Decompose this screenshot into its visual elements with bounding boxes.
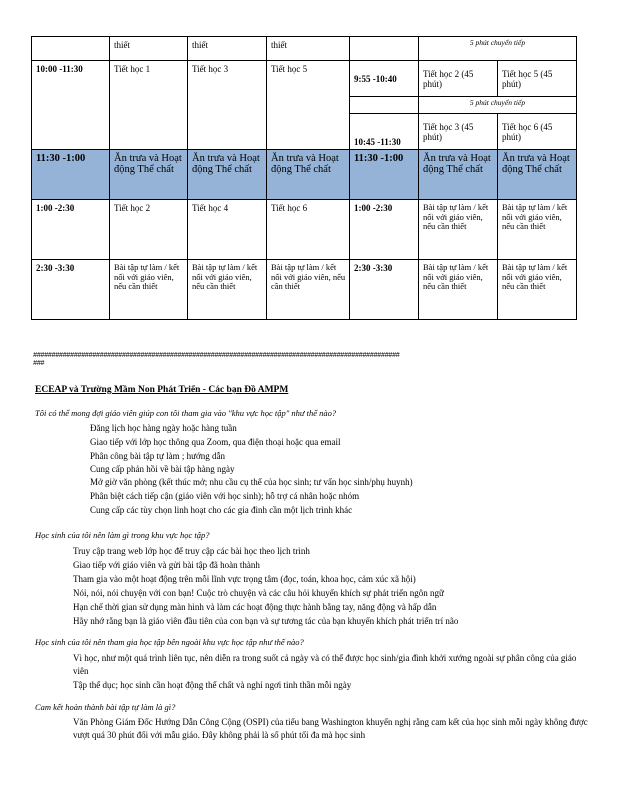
table-cell: Tiết học 2: [110, 200, 188, 260]
list-item: Phân công bài tập tự làm ; hướng dẫn: [90, 451, 225, 461]
table-cell: Tiết học 5: [267, 61, 350, 150]
list-item: Vì học, như một quá trình liên tục, nên diễn ra trong suốt cả ngày và có thể được học sinh/gia đình khởi xướng ngoài sự phân công của giáo viên: [73, 653, 577, 676]
table-cell: Tiết học 2 (45 phút): [419, 61, 498, 97]
table-row: [32, 61, 577, 97]
list-item: Cung cấp phản hồi về bài tập hàng ngày: [90, 464, 235, 474]
time-cell: 2:30 -3:30: [350, 260, 419, 320]
time-cell: 11:30 -1:00: [350, 150, 419, 200]
time-cell: 1:00 -2:30: [350, 200, 419, 260]
table-cell: Bài tập tự làm / kết nối với giáo viên, nếu cần thiết: [188, 260, 267, 320]
question-heading: Học sinh của tôi nên tham gia học tập bên ngoài khu vực học tập như thế nào?: [35, 637, 304, 647]
list-item: Giao tiếp với lớp học thông qua Zoom, qua điện thoại hoặc qua email: [90, 437, 341, 447]
time-cell: 1:00 -2:30: [32, 200, 110, 260]
transition-label: 5 phút chuyển tiếp: [419, 97, 577, 114]
question-heading: Học sinh của tôi nên làm gì trong khu vực học tập?: [35, 530, 210, 540]
table-cell: Tiết học 5 (45 phút): [498, 61, 577, 97]
time-cell: 10:00 -11:30: [32, 61, 110, 150]
table-cell: Bài tập tự làm / kết nối với giáo viên, nếu cần thiết: [419, 200, 498, 260]
schedule-table: [31, 36, 577, 320]
question-heading: Cam kết hoàn thành bài tập tự làm là gì?: [35, 702, 176, 712]
table-cell: Bài tập tự làm / kết nối với giáo viên, nếu cần thiết: [419, 260, 498, 320]
list-item: Tập thể dục; học sinh cần hoạt động thể chất và nghỉ ngơi tinh thần mỗi ngày: [73, 680, 352, 690]
table-cell: Bài tập tự làm / kết nối với giáo viên, nếu cần thiết: [267, 260, 350, 320]
table-cell: Tiết học 4: [188, 200, 267, 260]
list-item: Phân biệt cách tiếp cận (giáo viên với học sinh); hỗ trợ cá nhân hoặc nhóm: [90, 491, 360, 501]
list-item: Hãy nhớ rằng bạn là giáo viên đầu tiên của con bạn và sự tương tác của bạn khuyến khích phát triển trí não: [73, 616, 459, 626]
time-cell: 10:45 -11:30: [350, 114, 419, 150]
list-item: Đăng lịch học hàng ngày hoặc hàng tuần: [90, 423, 237, 433]
table-cell: Ăn trưa và Hoạt động Thể chất: [110, 150, 188, 200]
table-cell: Bài tập tự làm / kết nối với giáo viên, nếu cần thiết: [110, 260, 188, 320]
table-cell: [350, 37, 419, 61]
table-cell: Ăn trưa và Hoạt động Thể chất: [419, 150, 498, 200]
question-heading: Tôi có thể mong đợi giáo viên giúp con tôi tham gia vào "khu vực học tập" như thế nào?: [35, 408, 337, 418]
table-cell: Tiết học 6 (45 phút): [498, 114, 577, 150]
list-item: Hạn chế thời gian sử dụng màn hình và làm các hoạt động thực hành bằng tay, năng động và hấp dẫn: [73, 602, 437, 612]
list-item: Nói, nói, nói chuyện với con bạn! Cuộc trò chuyện và các câu hỏi khuyến khích sự phát triển ngôn ngữ: [73, 588, 444, 598]
table-row: [32, 260, 577, 320]
table-cell: Tiết học 6: [267, 200, 350, 260]
table-cell: thiết: [267, 37, 350, 61]
table-row: [32, 200, 577, 260]
table-cell: [32, 37, 110, 61]
table-cell: [350, 97, 419, 114]
time-cell: 9:55 -10:40: [350, 61, 419, 97]
time-cell: 11:30 -1:00: [32, 150, 110, 200]
hash-divider-line: ###: [33, 360, 45, 368]
table-cell: Tiết học 3: [188, 61, 267, 150]
section-heading: ECEAP và Trường Mầm Non Phát Triển - Các bạn Đồ AMPM: [35, 385, 289, 395]
hash-divider-line: ###################################################################################################: [33, 352, 400, 360]
table-cell: Bài tập tự làm / kết nối với giáo viên, nếu cần thiết: [498, 260, 577, 320]
list-item: Văn Phòng Giám Đốc Hướng Dẫn Công Cộng (OSPI) của tiểu bang Washington khuyến nghị rằng cam kết của học sinh mỗi ngày không được vượt quá 30 phút đối với mẫu giáo. Đây không phải là số phút tối đa mà học sinh: [73, 717, 588, 740]
table-cell: Ăn trưa và Hoạt động Thể chất: [188, 150, 267, 200]
time-cell: 2:30 -3:30: [32, 260, 110, 320]
list-item: Truy cập trang web lớp học để truy cập các bài học theo lịch trình: [73, 546, 310, 556]
table-cell: thiết: [188, 37, 267, 61]
table-cell: Ăn trưa và Hoạt động Thể chất: [498, 150, 577, 200]
table-cell: thiết: [110, 37, 188, 61]
list-item: Cung cấp các tùy chọn linh hoạt cho các gia đình cần một lịch trình khác: [90, 505, 353, 515]
table-row: [32, 37, 577, 61]
list-item: Tham gia vào một hoạt động trên mỗi lĩnh vực trọng tâm (đọc, toán, khoa học, cảm xúc xã hội): [73, 574, 416, 584]
hash-divider: [33, 352, 433, 368]
table-cell: Bài tập tự làm / kết nối với giáo viên, nếu cần thiết: [498, 200, 577, 260]
table-row-lunch: [32, 150, 577, 200]
transition-label: 5 phút chuyển tiếp: [419, 37, 577, 61]
list-item: Giao tiếp với giáo viên và gửi bài tập đã hoàn thành: [73, 560, 260, 570]
table-cell: Tiết học 1: [110, 61, 188, 150]
table-cell: Ăn trưa và Hoạt động Thể chất: [267, 150, 350, 200]
table-cell: Tiết học 3 (45 phút): [419, 114, 498, 150]
list-item: Mở giờ văn phòng (kết thúc mở; nhu cầu cụ thể của học sinh; tư vấn học sinh/phụ huynh): [90, 477, 413, 487]
